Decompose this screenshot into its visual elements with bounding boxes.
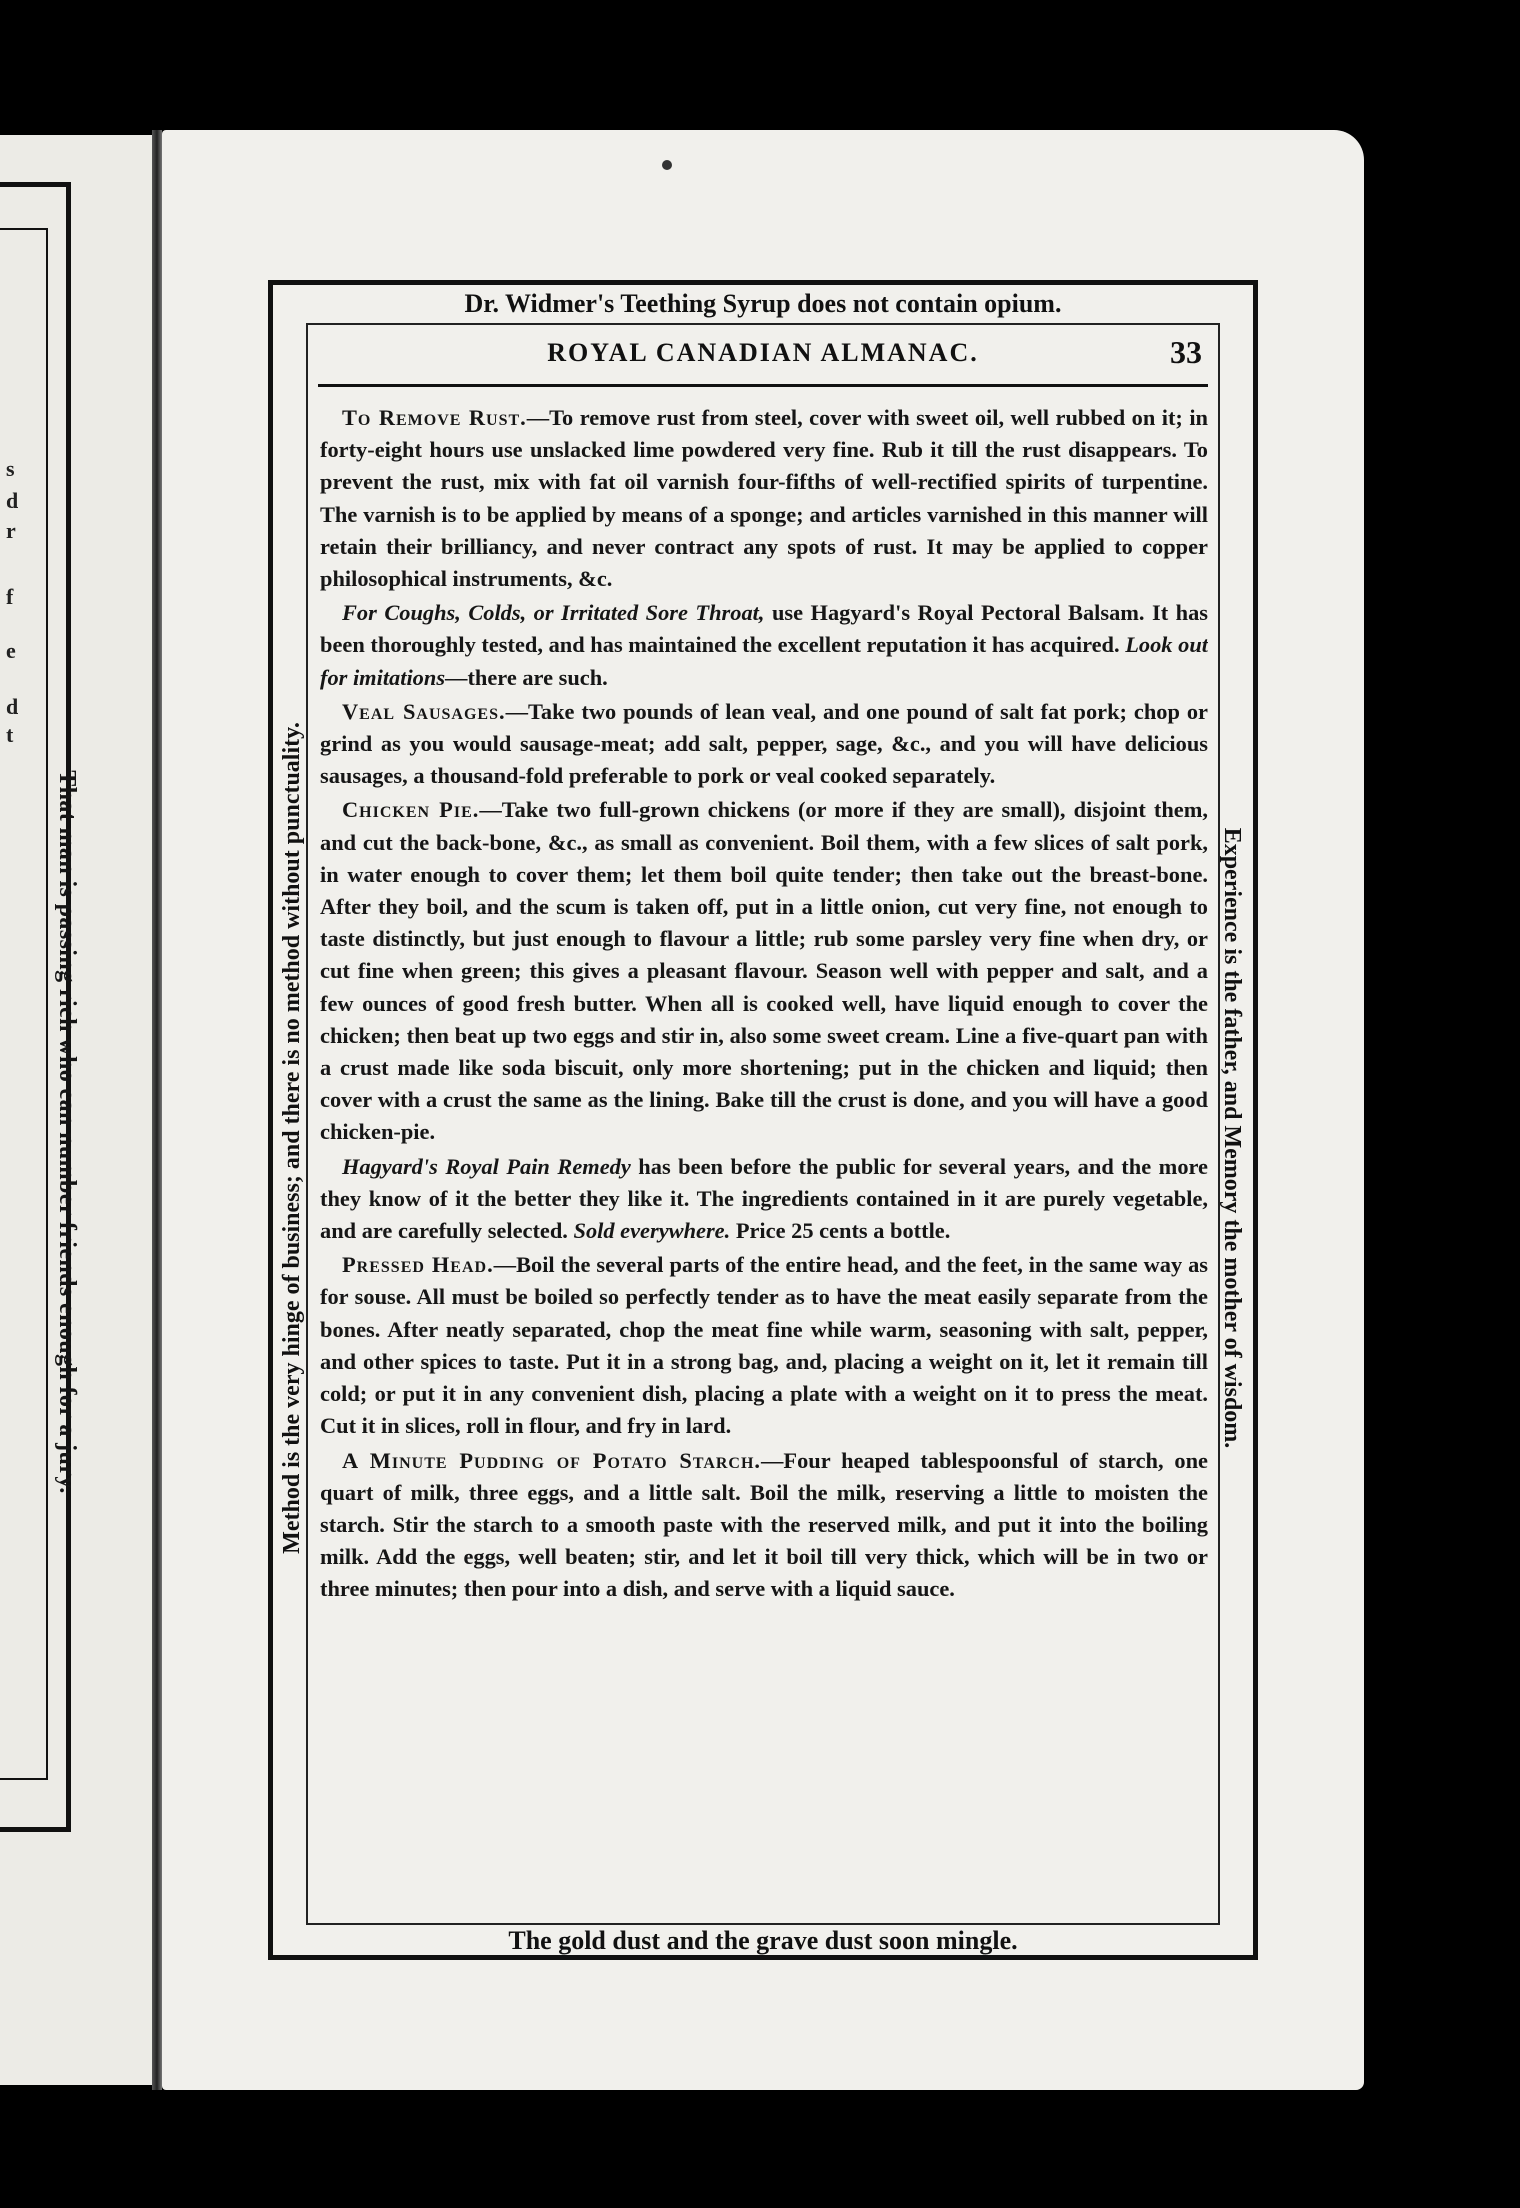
side-motto-right: Experience is the father, and Memory the mother of wisdom. xyxy=(1219,827,1245,1449)
running-header xyxy=(318,332,1208,387)
article-body: —Four heaped tablespoonsful of starch, one quart of milk, three eggs, and a little salt. Boil the milk, reserving a little to moisten the starch. Stir the starch to a smooth paste with the reserved milk, and put it into the boiling milk. Add the eggs, well beaten; stir, and let it boil till very thick, which will be in two or three minutes; then pour into a dish, and serve with a liquid sauce. xyxy=(320,1447,1208,1602)
article-pressed-head xyxy=(320,1249,1208,1442)
article-body: —Boil the several parts of the entire head, and the feet, in the same way as for souse. All must be boiled so perfectly tender as to have the meat easily separate from the bones. After neatly separated, chop the meat fine while warm, seasoning with salt, pepper, and other spices to taste. Put it in a strong bag, and, placing a weight on it, let it remain till cold; or put it in any convenient dish, placing a plate with a weight on it to press the meat. Cut it in slices, roll in flour, and fry in lard. xyxy=(320,1252,1208,1439)
top-motto: Dr. Widmer's Teething Syrup does not contain opium. xyxy=(464,289,1062,318)
article-veal-sausages xyxy=(320,696,1208,793)
article-remove-rust xyxy=(320,402,1208,595)
article-heading: Pressed Head. xyxy=(342,1252,494,1278)
article-heading: To Remove Rust. xyxy=(342,405,527,430)
left-fragment: r xyxy=(6,518,16,543)
left-fragment: f xyxy=(6,584,14,609)
article-heading: A Minute Pudding of Potato Starch. xyxy=(342,1447,762,1473)
advert-italic-tail: Look out for imitations xyxy=(320,632,1208,690)
article-column xyxy=(320,402,1208,1898)
advert-tail: —there are such. xyxy=(445,664,608,690)
advert-pectoral-balsam xyxy=(320,597,1208,694)
advert-tail: Price 25 cents a bottle. xyxy=(730,1218,951,1244)
ink-speck xyxy=(662,160,672,170)
article-minute-pudding xyxy=(320,1445,1208,1606)
advert-lead: For Coughs, Colds, or Irritated Sore Throat, xyxy=(342,600,765,626)
article-heading: Chicken Pie. xyxy=(342,797,480,823)
page-number: 33 xyxy=(1170,334,1202,370)
article-body: —To remove rust from steel, cover with sweet oil, well rubbed on it; in forty-eight hours use unslacked lime powdered very fine. Rub it till the rust disappears. To prevent the rust, mix with fat oil varnish four-fifths of well-rectified spirits of turpentine. The varnish is to be applied by means of a sponge; and articles varnished in this manner will retain their brilliancy, and never contract any spots of rust. It may be applied to copper philosophical instruments, &c. xyxy=(320,405,1208,592)
left-fragment: d xyxy=(6,488,19,513)
header-title: ROYAL CANADIAN ALMANAC. xyxy=(547,338,979,367)
advert-italic-tail: Sold everywhere. xyxy=(573,1218,731,1244)
article-body: —Take two full-grown chickens (or more if they are small), disjoint them, and cut the back-bone, &c., as small as convenient. Boil them, with a few slices of salt pork, in water enough to cover them; let them boil quite tender; then take out the breast-bone. After they boil, and the scum is taken off, put in a little onion, cut very fine, not enough to taste distinctly, but just enough to flavour a little; rub some parsley very fine when dry, or cut fine when green; this gives a pleasant flavour. Season well with pepper and salt, and a few ounces of good fresh butter. When all is cooked well, have liquid enough to cover the chicken; then beat up two eggs and stir in, also some sweet cream. Line a five-quart pan with a crust made like soda biscuit, only more shortening; put in the chicken and liquid; then cover with a crust the same as the lining. Bake till the crust is done, and you will have a good chicken-pie. xyxy=(320,797,1208,1145)
article-chicken-pie xyxy=(320,794,1208,1148)
book-gutter xyxy=(152,130,162,2090)
article-body: —Take two pounds of lean veal, and one pound of salt fat pork; chop or grind as you would sausage-meat; add salt, pepper, sage, &c., and you will have delicious sausages, a thousand-fold preferable to pork or veal cooked separately. xyxy=(320,698,1208,789)
advert-body: has been before the public for several years, and the more they know of it the better they like it. The ingredients contained in it are purely vegetable, and are carefully selected. xyxy=(320,1153,1208,1244)
article-heading: Veal Sausages. xyxy=(342,698,506,724)
left-fragment: e xyxy=(6,638,16,663)
advert-pain-remedy xyxy=(320,1151,1208,1248)
left-fragment: d xyxy=(6,694,19,719)
bottom-motto: The gold dust and the grave dust soon mingle. xyxy=(508,1926,1018,1955)
left-fragment: s xyxy=(6,456,15,481)
side-motto-left: Method is the very hinge of business; and there is no method without punctuality. xyxy=(279,722,305,1554)
left-page-vertical-motto: That man is passing rich who can number friends enough for a jury. xyxy=(54,770,80,1494)
advert-body: use Hagyard's Royal Pectoral Balsam. It has been thoroughly tested, and has maintained the excellent reputation it has acquired. xyxy=(320,600,1208,658)
left-fragment: t xyxy=(6,722,14,747)
advert-lead: Hagyard's Royal Pain Remedy xyxy=(342,1153,631,1179)
